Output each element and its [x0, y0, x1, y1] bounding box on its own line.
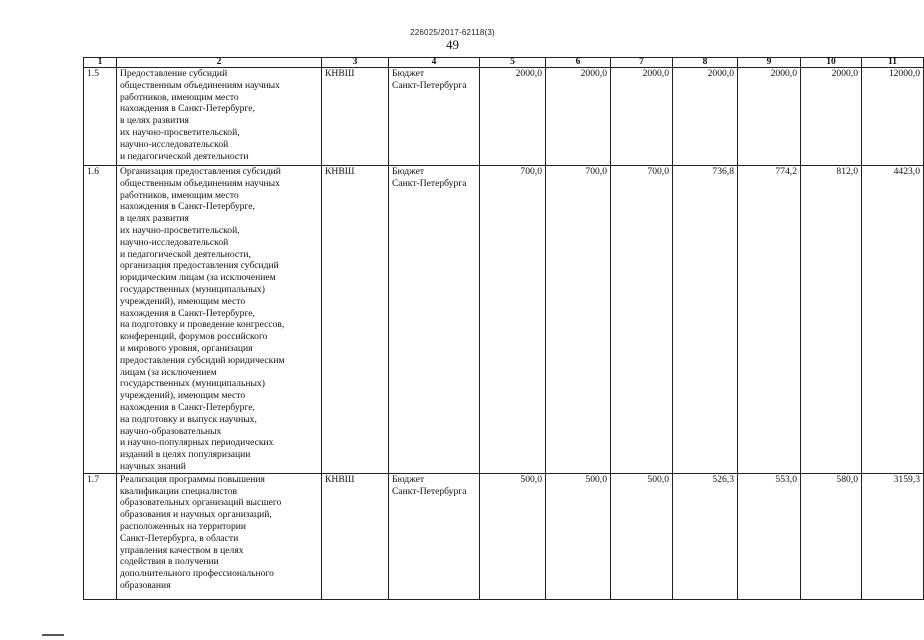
- row-total: 4423,0: [862, 166, 924, 474]
- row-executor: КНВШ: [322, 473, 389, 599]
- column-number: 2: [117, 58, 322, 68]
- column-number: 7: [611, 58, 673, 68]
- table-row: [84, 473, 924, 599]
- row-value: 500,0: [480, 473, 546, 599]
- row-value: 700,0: [480, 166, 546, 474]
- column-number: 10: [801, 58, 862, 68]
- row-total: 3159,3: [862, 473, 924, 599]
- document-id: 226025/2017-62118(3): [410, 28, 495, 37]
- row-executor: КНВШ: [322, 166, 389, 474]
- column-number: 4: [389, 58, 480, 68]
- row-value: 812,0: [801, 166, 862, 474]
- row-number: 1.5: [84, 68, 117, 166]
- row-value: 500,0: [546, 473, 611, 599]
- row-value: 736,8: [673, 166, 738, 474]
- row-value: 2000,0: [738, 68, 801, 166]
- row-value: 2000,0: [480, 68, 546, 166]
- column-number: 9: [738, 58, 801, 68]
- row-description: Организация предоставления субсидий общественным объединениям научных работников, имеющим место нахождения в Санкт-Петербурге, в целях развития их научно-просветительской, научно-исследовательской и педагогической деятельности, организация предоставления субсидий юридическим лицам (за исключением государственных (муниципальных) учреждений), имеющим место нахождения в Санкт-Петербурге, на подготовку и проведение конгрессов, конференций, форумов российского и мирового уровня, организация предоставления субсидий юридическим лицам (за исключением государственных (муниципальных) учреждений), имеющим место нахождения в Санкт-Петербурге, на подготовку и выпуск научных, научно-образовательных и научно-популярных периодических изданий в целях популяризации научных знаний: [117, 166, 322, 474]
- row-value: 553,0: [738, 473, 801, 599]
- row-value: 2000,0: [546, 68, 611, 166]
- row-value: 774,2: [738, 166, 801, 474]
- row-value: 2000,0: [611, 68, 673, 166]
- row-value: 500,0: [611, 473, 673, 599]
- row-executor: КНВШ: [322, 68, 389, 166]
- table-row: [84, 68, 924, 166]
- row-value: 2000,0: [673, 68, 738, 166]
- row-value: 700,0: [546, 166, 611, 474]
- row-value: 700,0: [611, 166, 673, 474]
- row-description: Реализация программы повышения квалификации специалистов образовательных организаций высшего образования и научных организаций, расположенных на территории Санкт-Петербурга, в области управления качеством в целях содействия в получении дополнительного профессионального образования: [117, 473, 322, 599]
- column-number-row: [84, 58, 924, 68]
- row-value: 580,0: [801, 473, 862, 599]
- column-number: 3: [322, 58, 389, 68]
- row-number: 1.6: [84, 166, 117, 474]
- row-funding-source: Бюджет Санкт-Петербурга: [389, 166, 480, 474]
- row-funding-source: Бюджет Санкт-Петербурга: [389, 68, 480, 166]
- page-number: 49: [446, 37, 459, 52]
- column-number: 5: [480, 58, 546, 68]
- row-value: 526,3: [673, 473, 738, 599]
- budget-table: [83, 57, 924, 600]
- column-number: 8: [673, 58, 738, 68]
- row-value: 2000,0: [801, 68, 862, 166]
- scan-mark: [42, 634, 64, 636]
- row-description: Предоставление субсидий общественным объединениям научных работников, имеющим место нахождения в Санкт-Петербурге, в целях развития их научно-просветительской, научно-исследовательской и педагогической деятельности: [117, 68, 322, 166]
- row-number: 1.7: [84, 473, 117, 599]
- row-funding-source: Бюджет Санкт-Петербурга: [389, 473, 480, 599]
- column-number: 6: [546, 58, 611, 68]
- table-row: [84, 166, 924, 474]
- column-number: 1: [84, 58, 117, 68]
- row-total: 12000,0: [862, 68, 924, 166]
- column-number: 11: [862, 58, 924, 68]
